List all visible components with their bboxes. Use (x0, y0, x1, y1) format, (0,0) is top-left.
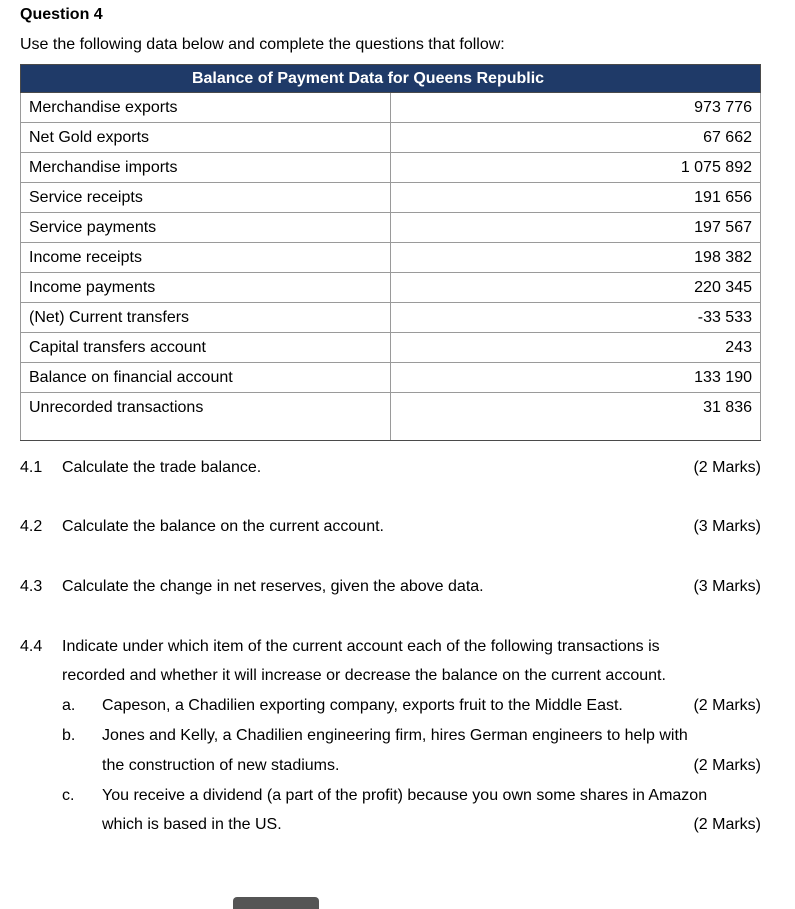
row-value: 67 662 (391, 123, 761, 153)
table-row (21, 393, 761, 423)
row-value: -33 533 (391, 303, 761, 333)
subquestion-text-line1: You receive a dividend (a part of the profit) because you own some shares in Amazon (102, 787, 708, 804)
table-row (21, 273, 761, 303)
table-row (21, 213, 761, 243)
row-label: Unrecorded transactions (21, 393, 391, 423)
row-value: 133 190 (391, 363, 761, 393)
question-marks: (3 Marks) (693, 518, 761, 535)
question-text: Calculate the balance on the current account. (62, 518, 384, 535)
row-value: 31 836 (391, 393, 761, 423)
question-text: Calculate the trade balance. (62, 459, 262, 476)
table-row (21, 333, 761, 363)
row-label: Service receipts (21, 183, 391, 213)
question-marks: (3 Marks) (693, 578, 761, 595)
subquestion-marks: (2 Marks) (693, 757, 761, 774)
table-row (21, 153, 761, 183)
question-text-line1: Indicate under which item of the current account each of the following transactions is (62, 638, 660, 655)
question-intro: Use the following data below and complete the questions that follow: (20, 36, 505, 53)
row-label: Capital transfers account (21, 333, 391, 363)
balance-of-payment-table (20, 64, 761, 441)
table-row (21, 183, 761, 213)
subquestion-text-line2: which is based in the US. (102, 816, 282, 833)
table-row (21, 303, 761, 333)
row-value: 973 776 (391, 93, 761, 123)
table-row (21, 243, 761, 273)
table-row (21, 363, 761, 393)
row-label: Income payments (21, 273, 391, 303)
subquestion-text-line1: Jones and Kelly, a Chadilien engineering firm, hires German engineers to help with (102, 727, 688, 744)
row-value: 220 345 (391, 273, 761, 303)
row-value: 243 (391, 333, 761, 363)
row-label: (Net) Current transfers (21, 303, 391, 333)
question-title: Question 4 (20, 6, 103, 23)
row-value: 191 656 (391, 183, 761, 213)
row-label: Service payments (21, 213, 391, 243)
subquestion-text: Capeson, a Chadilien exporting company, exports fruit to the Middle East. (102, 697, 623, 714)
row-label: Balance on financial account (21, 363, 391, 393)
table-header: Balance of Payment Data for Queens Republic (21, 65, 761, 93)
subquestion-text-line2: the construction of new stadiums. (102, 757, 340, 774)
question-marks: (2 Marks) (693, 459, 761, 476)
row-label: Income receipts (21, 243, 391, 273)
table-row (21, 93, 761, 123)
question-text-line2: recorded and whether it will increase or decrease the balance on the current account. (62, 667, 666, 684)
row-label: Merchandise imports (21, 153, 391, 183)
subquestion-marks: (2 Marks) (693, 816, 761, 833)
scrollbar-thumb[interactable] (233, 897, 319, 909)
table-row (21, 123, 761, 153)
subquestion-letter: a. (62, 697, 76, 714)
question-number: 4.2 (20, 518, 43, 535)
question-number: 4.4 (20, 638, 43, 655)
row-value: 1 075 892 (391, 153, 761, 183)
row-value: 197 567 (391, 213, 761, 243)
row-value: 198 382 (391, 243, 761, 273)
subquestion-letter: c. (62, 787, 75, 804)
question-number: 4.3 (20, 578, 43, 595)
question-text: Calculate the change in net reserves, given the above data. (62, 578, 484, 595)
subquestion-marks: (2 Marks) (693, 697, 761, 714)
subquestion-letter: b. (62, 727, 76, 744)
table-spacer-row (21, 422, 761, 441)
question-number: 4.1 (20, 459, 43, 476)
row-label: Net Gold exports (21, 123, 391, 153)
row-label: Merchandise exports (21, 93, 391, 123)
